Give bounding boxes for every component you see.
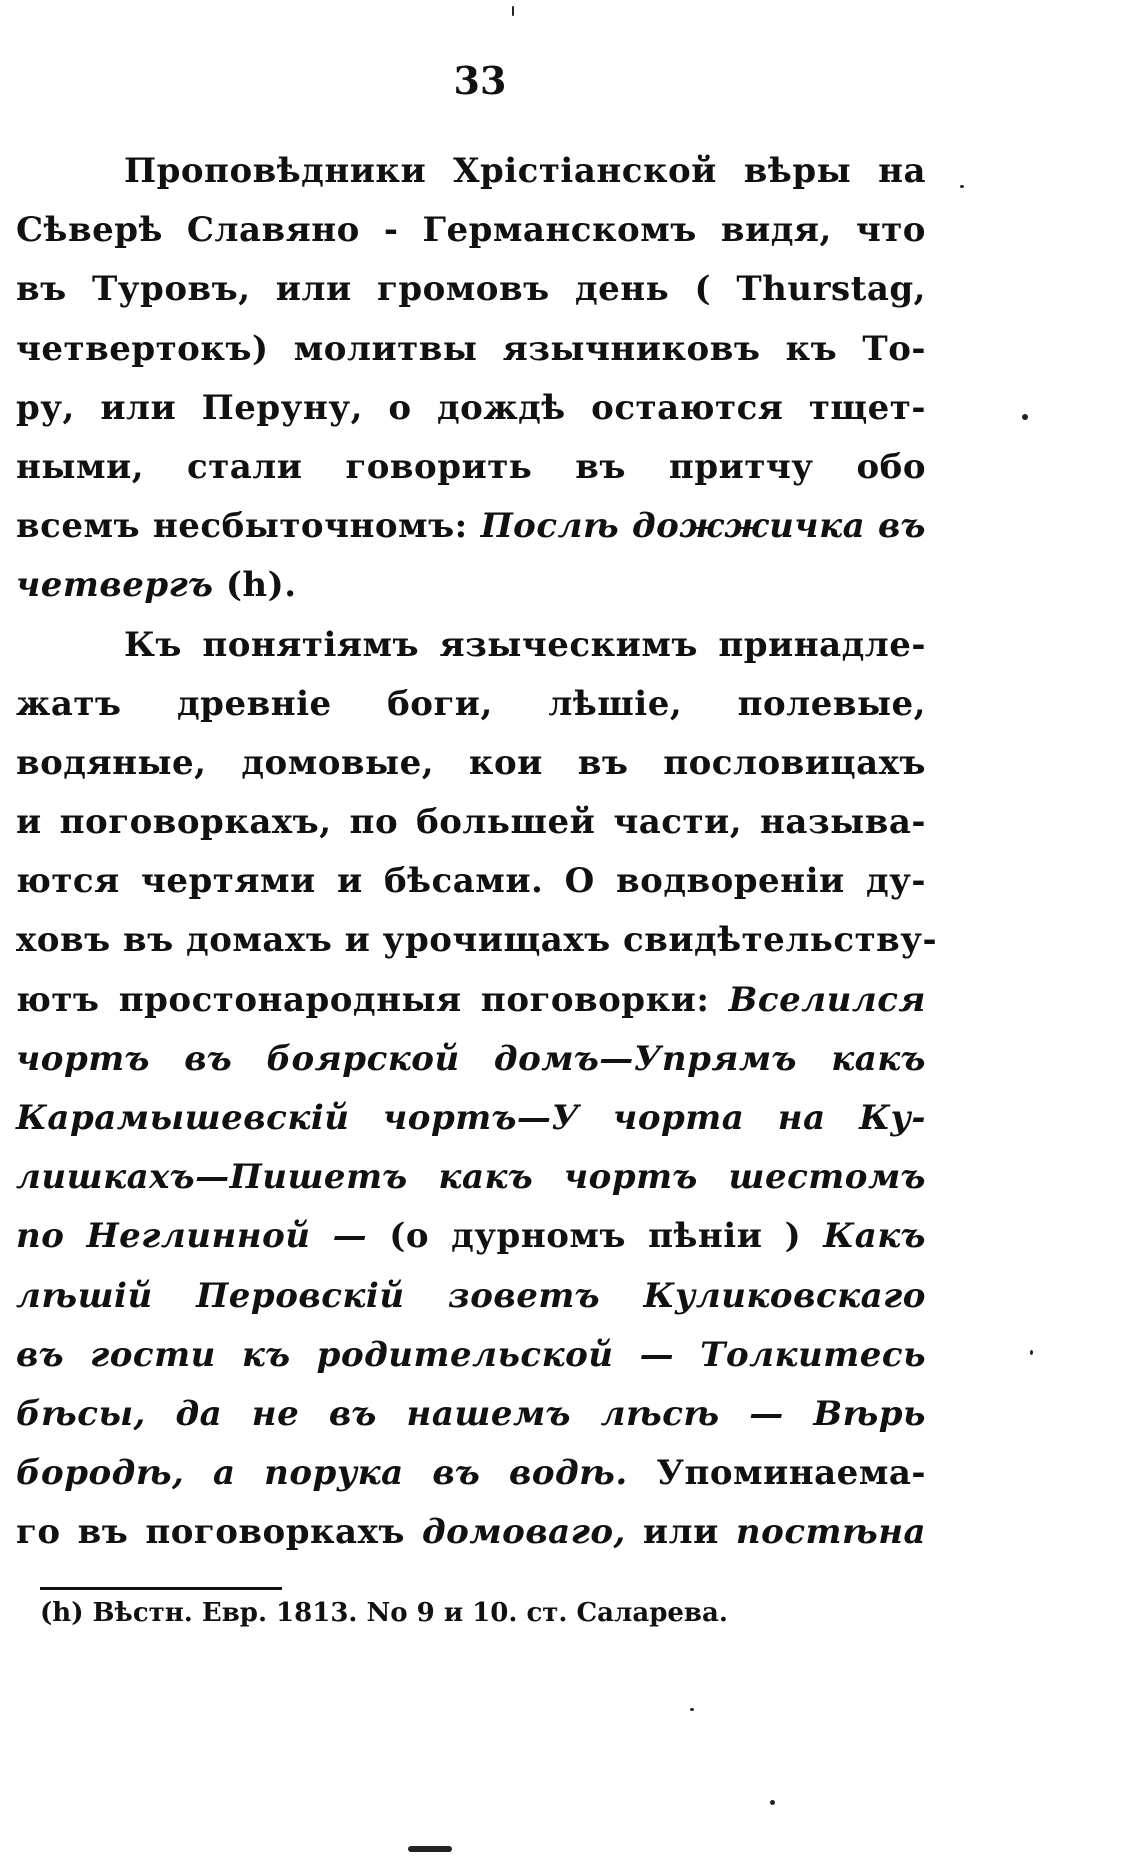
footnote: (h) Вѣстн. Евр. 1813. No 9 и 10. ст. Саларева. [40, 1598, 728, 1628]
scan-speck [960, 185, 964, 188]
text-line [16, 556, 926, 615]
italic-fragment: въ гости къ родительской — Толкитесь [16, 1334, 926, 1375]
italic-fragment: Вселился [728, 979, 926, 1020]
paragraph-2 [16, 616, 938, 1563]
italic-fragment: бородѣ, а порука въ водѣ. [16, 1453, 628, 1494]
paragraph-1 [16, 142, 926, 616]
text-fragment: го въ поговоркахъ [16, 1512, 405, 1553]
text-line [16, 1326, 926, 1385]
text-line: Къ понятіямъ языческимъ принадле- [124, 624, 926, 665]
text-line: Сѣверѣ Славяно - Германскомъ видя, что [16, 210, 926, 251]
text-fragment: (о дурномъ пѣніи ) [389, 1216, 802, 1257]
text-fragment: Упоминаема- [656, 1453, 926, 1494]
text-fragment: всемъ несбыточномъ: [16, 506, 468, 547]
body-text [16, 142, 938, 1563]
text-fragment: или [642, 1512, 719, 1553]
text-line: жатъ древніе боги, лѣшіе, полевые, [16, 683, 926, 724]
text-line [16, 1089, 926, 1148]
scan-speck [1022, 414, 1028, 420]
text-line [16, 1385, 926, 1444]
text-line [16, 1503, 926, 1562]
italic-fragment: Какъ [823, 1216, 926, 1257]
text-line: ру, или Перуну, о дождѣ остаются тщет- [16, 387, 926, 428]
scan-speck [770, 1800, 775, 1805]
text-line [16, 1030, 926, 1089]
text-line: четвертокъ) молитвы язычниковъ къ То- [16, 328, 926, 369]
text-line: въ Туровъ, или громовъ день ( Thurstag, [16, 269, 926, 310]
italic-fragment: Послѣ дожжичка въ [480, 506, 926, 547]
italic-fragment: Карамышевскій чортъ—У чорта на Ку- [16, 1098, 926, 1138]
text-fragment: ютъ простонародныя поговорки: [16, 979, 710, 1020]
text-line: ными, стали говорить въ притчу обо [16, 446, 926, 487]
text-line: ются чертями и бѣсами. О водвореніи ду- [16, 861, 926, 902]
text-line: ховъ въ домахъ и урочищахъ свидѣтельству- [16, 920, 938, 961]
italic-fragment: по Неглинной — [16, 1216, 368, 1257]
text-line [16, 1267, 926, 1326]
scan-speck [690, 1708, 694, 1711]
italic-fragment: чортъ въ боярской домъ—Упрямъ какъ [16, 1038, 926, 1079]
italic-fragment: бѣсы, да не въ нашемъ лѣсѣ — Вѣрь [16, 1393, 926, 1434]
italic-fragment: четвергъ [16, 565, 214, 606]
footnote-ref[interactable]: (h). [213, 565, 297, 606]
scan-speck [408, 1846, 452, 1852]
page-number: 33 [453, 58, 507, 103]
text-line: Проповѣдники Хрістіанской вѣры на [124, 151, 926, 191]
text-line [16, 971, 926, 1030]
scan-speck [1030, 1350, 1033, 1355]
text-line [16, 1148, 926, 1207]
text-line: водяные, домовые, кои въ пословицахъ [16, 742, 926, 783]
italic-fragment: домоваго, [422, 1512, 626, 1553]
italic-fragment: лѣшій Перовскій зоветъ Куликовскаго [16, 1275, 926, 1316]
text-line: и поговоркахъ, по большей части, называ- [16, 802, 926, 843]
text-line [16, 1444, 926, 1503]
text-line [16, 1207, 926, 1266]
italic-fragment: постѣна [735, 1512, 927, 1553]
footnote-rule [40, 1587, 282, 1590]
scan-speck [512, 6, 514, 16]
text-line [16, 497, 926, 556]
italic-fragment: лишкахъ—Пишетъ какъ чортъ шестомъ [16, 1157, 926, 1198]
